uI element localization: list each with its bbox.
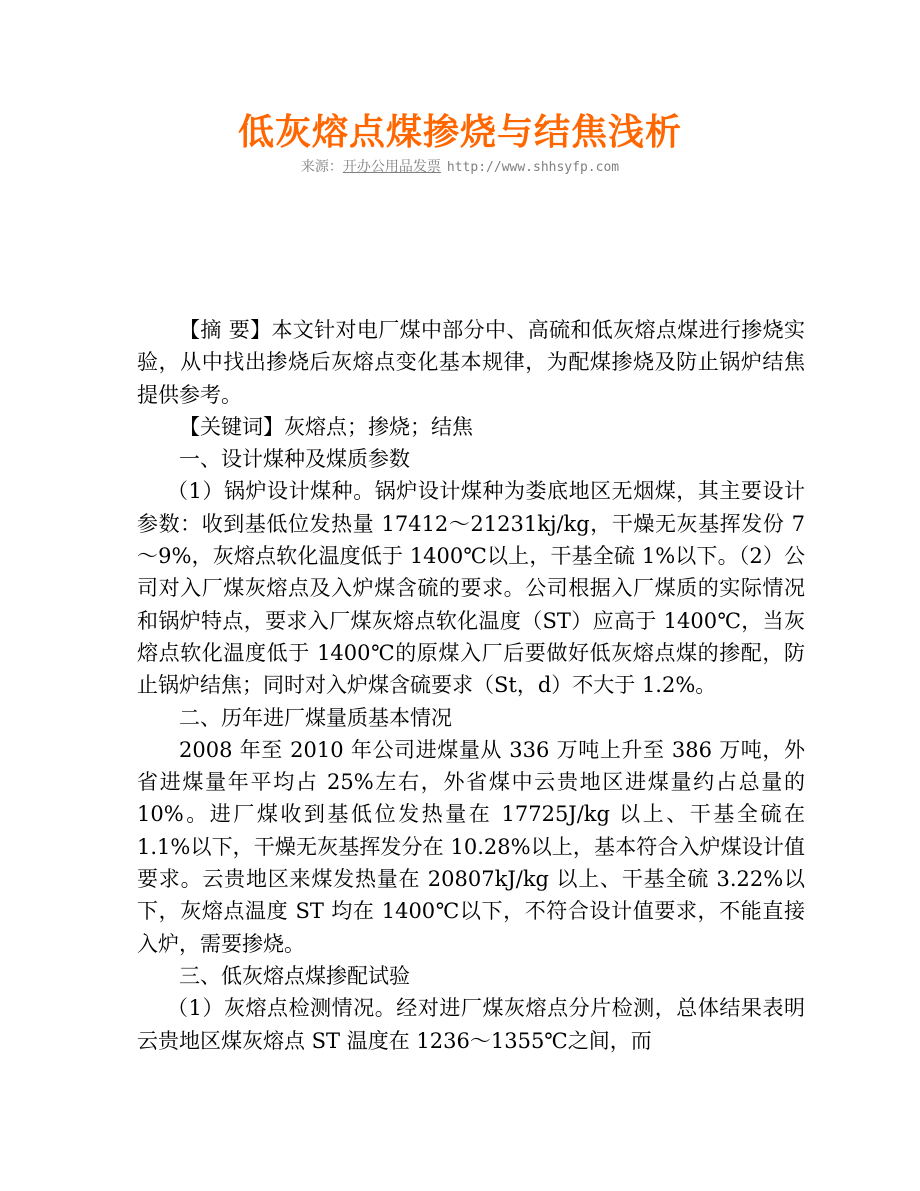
body-paragraph: （1）灰熔点检测情况。经对进厂煤灰熔点分片检测，总体结果表明云贵地区煤灰熔点 ST 温度在 1236～1355℃之间，而 bbox=[137, 996, 805, 1053]
section-heading: 一、设计煤种及煤质参数 bbox=[179, 447, 410, 472]
keywords-paragraph: 【关键词】灰熔点；掺烧；结焦 bbox=[179, 414, 473, 439]
body-paragraph: 2008 年至 2010 年公司进煤量从 336 万吨上升至 386 万吨，外省进煤量年平均占 25%左右，外省煤中云贵地区进煤量约占总量的 10%。进厂煤收到基低位发热量在 17725J/kg 以上、干基全硫在 1.1%以下，干燥无灰基挥发分在 10.28%以上，基本符合入炉煤设计值要求。云贵地区来煤发热量在 20807kJ/kg 以上、干基全硫 3.22%以下，灰熔点温度 ST 均在 1400℃以下，不符合设计值要求，不能直接入炉，需要掺烧。 bbox=[137, 737, 805, 956]
abstract-paragraph: 【摘 要】本文针对电厂煤中部分中、高硫和低灰熔点煤进行掺烧实验，从中找出掺烧后灰熔点变化基本规律，为配煤掺烧及防止锅炉结焦提供参考。 bbox=[137, 318, 805, 407]
source-link[interactable]: 开办公用品发票 bbox=[342, 159, 441, 175]
source-line bbox=[0, 157, 920, 178]
document-body bbox=[137, 314, 805, 1057]
source-url: http://www.shhsyfp.com bbox=[446, 160, 620, 175]
section-heading: 二、历年进厂煤量质基本情况 bbox=[179, 705, 452, 730]
document-title: 低灰熔点煤掺烧与结焦浅析 bbox=[237, 111, 682, 153]
body-paragraph: （1）锅炉设计煤种。锅炉设计煤种为娄底地区无烟煤，其主要设计参数：收到基低位发热量 17412～21231kj/kg，干燥无灰基挥发份 7～9%，灰熔点软化温度低于 1400℃以上，干基全硫 1%以下。（2）公司对入厂煤灰熔点及入炉煤含硫的要求。公司根据入厂煤质的实际情况和锅炉特点，要求入厂煤灰熔点软化温度（ST）应高于 1400℃，当灰熔点软化温度低于 1400℃的原煤入厂后要做好低灰熔点煤的掺配，防止锅炉结焦；同时对入炉煤含硫要求（St，d）不大于 1.2%。 bbox=[137, 479, 805, 698]
source-prefix: 来源： bbox=[300, 159, 343, 175]
section-heading: 三、低灰熔点煤掺配试验 bbox=[179, 963, 410, 988]
